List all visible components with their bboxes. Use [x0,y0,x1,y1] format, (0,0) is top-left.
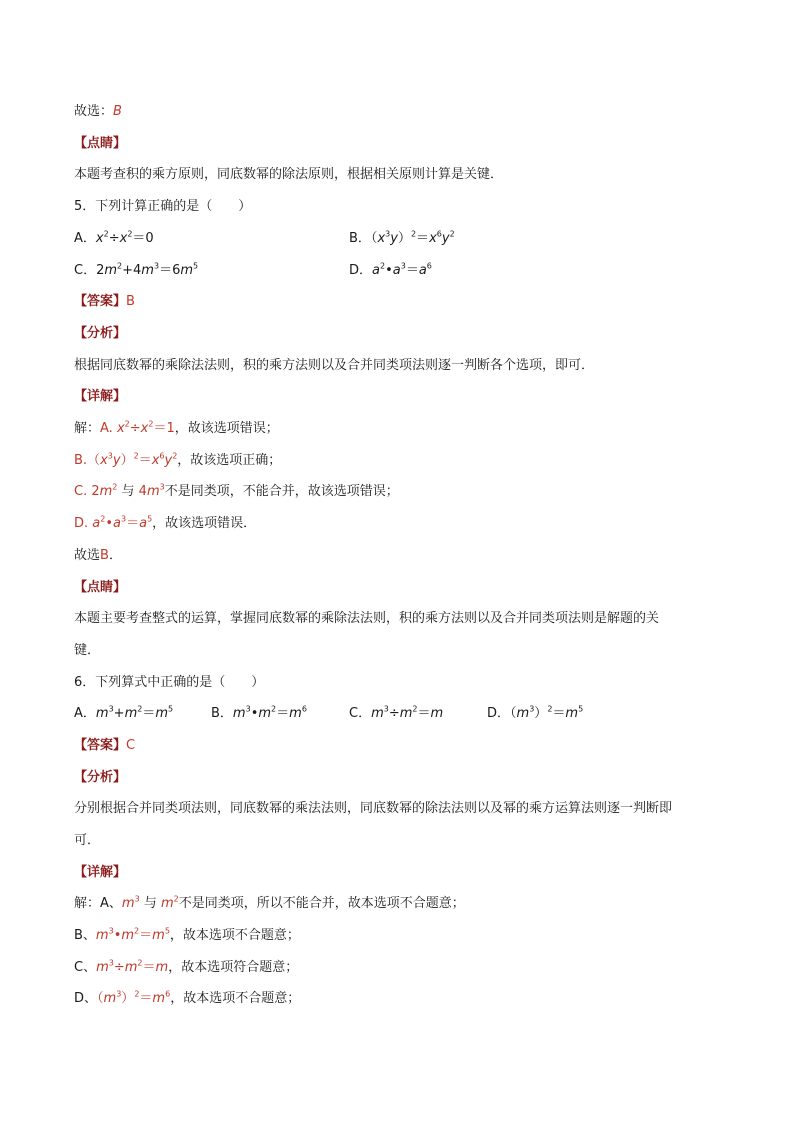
q6-analysis-line1: 分别根据合并同类项法则，同底数幂的乘法法则，同底数幂的除法法则以及幂的乘方运算法则逐一判断即 [74,801,673,816]
q5-comment-line1: 本题主要考查整式的运算，掌握同底数幂的乘除法法则，积的乘方法则以及合并同类项法则是解题的关 [74,611,660,626]
q6-detail-c: C、$m^3\div m^2=m$，故本选项符合题意； [74,958,299,975]
q4-choice-line [74,103,122,121]
q5-comment-line2: 键． [74,643,101,658]
detail-tail: ，故该选项错误． [152,516,257,531]
q6-stem: 6．下列算式中正确的是（ ） [74,675,265,690]
choice-prefix: 故选： [74,104,114,119]
option-label: A． [74,231,96,246]
q5-detail-heading: 【详解】 [74,389,127,404]
q5-option-b: B．$(x^3y)^2=x^6y^2$ [349,229,455,246]
q6-analysis-heading: 【分析】 [74,770,127,785]
q6-detail-d: D、$(m^3)^2=m^6$，故本选项不合题意； [74,989,301,1006]
answer-value: B [126,294,135,309]
detail-tail: ，故本选项不合题意； [170,991,301,1006]
option-label: C． [349,706,372,721]
final-answer: B [100,548,109,563]
q5-answer-line [74,293,135,311]
q6-option-a: A．$m^3+m^2=m^5$ [74,704,174,721]
detail-tail: ，故该选项错误； [174,421,279,436]
q6-detail-a: 解：A、$m^3$ 与 $m^2$不是同类项，所以不能合并，故本选项不合题意； [74,894,465,911]
q4-comment-heading: 【点睛】 [74,136,127,151]
q6-option-d: D．$(m^3)^2=m^5$ [487,704,584,721]
q4-comment-text: 本题考查积的乘方原则，同底数幂的除法原则，根据相关原则计算是关键． [74,167,504,182]
q5-option-a: A．$x^2\div x^2=0$ [74,229,154,246]
answer-value: C [126,738,136,753]
q5-detail-d: D. $a^2•a^3=a^5$，故该选项错误． [74,514,257,531]
q5-analysis-text: 根据同底数幂的乘除法法则，积的乘方法则以及合并同类项法则逐一判断各个选项，即可． [74,358,595,373]
q5-stem: 5．下列计算正确的是（ ） [74,199,252,214]
detail-tail: 不是同类项，不能合并，故该选项错误； [164,484,399,499]
q6-analysis-line2: 可． [74,833,101,848]
final-prefix: 故选 [74,548,101,563]
answer-heading: 【答案】 [74,738,127,753]
answer-heading: 【答案】 [74,294,127,309]
detail-tail: 不是同类项，所以不能合并，故本选项不合题意； [178,896,465,911]
q5-detail-a: 解：A. $x^2\div x^2=1$，故该选项错误； [74,419,279,436]
q5-final-choice [74,547,122,565]
detail-tail: ，故该选项正确； [177,453,282,468]
option-label: D． [349,263,373,278]
option-label: D． [487,706,511,721]
q6-option-b: B．$m^3•m^2=m^6$ [211,704,307,721]
q5-option-c: C．$2m^2+4m^3=6m^5$ [74,261,199,278]
option-label: A． [74,706,96,721]
q5-comment-heading: 【点睛】 [74,580,127,595]
detail-tail: ，故本选项不合题意； [169,928,300,943]
detail-tail: ，故本选项符合题意； [168,960,299,975]
q6-detail-b: B、$m^3•m^2=m^5$，故本选项不合题意； [74,926,300,943]
choice-answer: B [113,104,122,119]
option-label: C． [74,263,97,278]
option-label: B． [211,706,233,721]
option-label: B． [349,231,371,246]
q5-detail-c: C. $2m^2$ 与 $4m^3$不是同类项，不能合并，故该选项错误； [74,482,399,499]
q6-answer-line [74,737,135,755]
q6-detail-heading: 【详解】 [74,865,127,880]
detail-prefix: 解： [74,421,101,436]
q6-option-c: C．$m^3\div m^2=m$ [349,704,444,721]
q5-option-d: D．$a^2•a^3=a^6$ [349,261,432,278]
q5-analysis-heading: 【分析】 [74,326,127,341]
final-suffix: ． [108,548,122,563]
q5-detail-b: $B.(x^3y)^2=x^6y^2$，故该选项正确； [74,451,282,468]
detail-prefix: 解： [74,896,101,911]
